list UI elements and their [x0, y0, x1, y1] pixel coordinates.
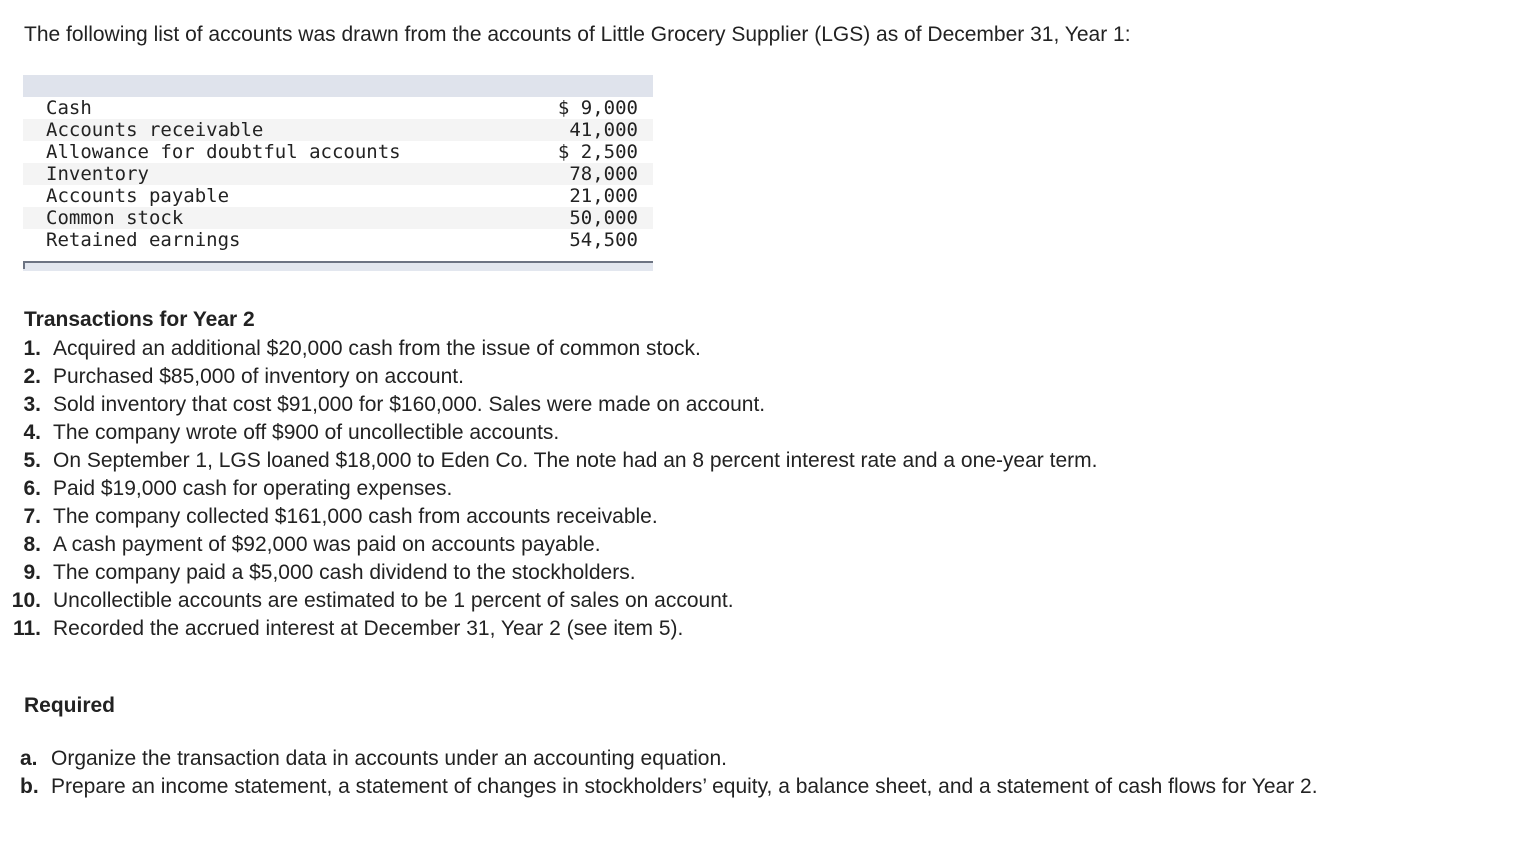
required-heading: Required — [24, 694, 116, 717]
item-number: 3. — [23, 393, 41, 416]
item-text: On September 1, LGS loaned $18,000 to Eden Co. The note had an 8 percent interest rate and a one-year term. — [53, 449, 1098, 472]
list-item — [0, 773, 1411, 801]
item-text: Acquired an additional $20,000 cash from the issue of common stock. — [53, 337, 701, 360]
table-row — [23, 185, 653, 207]
item-number: 10. — [11, 589, 41, 612]
item-text: A cash payment of $92,000 was paid on accounts payable. — [53, 533, 601, 556]
item-text: Recorded the accrued interest at December 31, Year 2 (see item 5). — [53, 617, 684, 640]
table-row — [23, 207, 653, 229]
item-text: The company wrote off $900 of uncollectible accounts. — [53, 421, 560, 444]
item-text: Prepare an income statement, a statement of changes in stockholders’ equity, a balance sheet, and a statement of cash flows for Year 2. — [51, 775, 1318, 798]
account-name: Retained earnings — [46, 229, 241, 251]
account-amount: 21,000 — [569, 185, 638, 207]
account-amount: 78,000 — [569, 163, 638, 185]
account-name: Common stock — [46, 207, 184, 229]
item-letter: b. — [20, 775, 39, 798]
account-amount: 41,000 — [569, 119, 638, 141]
account-amount: 50,000 — [569, 207, 638, 229]
table-header-bar — [23, 75, 653, 97]
table-row — [23, 163, 653, 185]
required-list — [0, 745, 1411, 801]
account-amount: $ 2,500 — [557, 141, 638, 163]
item-number: 8. — [23, 533, 41, 556]
item-text: Paid $19,000 cash for operating expenses. — [53, 477, 453, 500]
item-number: 1. — [23, 337, 41, 360]
table-row — [23, 119, 653, 141]
item-text: The company paid a $5,000 cash dividend to the stockholders. — [53, 561, 636, 584]
intro-text: The following list of accounts was drawn from the accounts of Little Grocery Supplier (LGS) as of December 31, Year 1: — [24, 23, 1131, 46]
account-name: Inventory — [46, 163, 149, 185]
table-row — [23, 141, 653, 163]
account-amount: 54,500 — [569, 229, 638, 251]
account-amount: $ 9,000 — [557, 97, 638, 119]
item-number: 9. — [23, 561, 41, 584]
account-name: Allowance for doubtful accounts — [46, 141, 401, 163]
item-number: 4. — [23, 421, 41, 444]
account-name: Cash — [46, 97, 92, 119]
item-number: 2. — [23, 365, 41, 388]
account-name: Accounts receivable — [46, 119, 264, 141]
item-text: Sold inventory that cost $91,000 for $160,000. Sales were made on account. — [53, 393, 766, 416]
item-text: The company collected $161,000 cash from accounts receivable. — [53, 505, 658, 528]
account-name: Accounts payable — [46, 185, 230, 207]
item-text: Purchased $85,000 of inventory on account. — [53, 365, 464, 388]
item-number: 5. — [23, 449, 41, 472]
item-letter: a. — [20, 747, 38, 770]
item-text: Organize the transaction data in accounts under an accounting equation. — [51, 747, 727, 770]
item-number: 6. — [23, 477, 41, 500]
accounts-table — [23, 75, 653, 271]
table-row — [23, 229, 653, 251]
item-number: 11. — [12, 617, 41, 640]
item-text: Uncollectible accounts are estimated to be 1 percent of sales on account. — [53, 589, 734, 612]
transactions-heading: Transactions for Year 2 — [24, 308, 255, 331]
list-item — [0, 745, 1411, 773]
item-number: 7. — [23, 505, 41, 528]
table-footer-rule — [23, 261, 653, 271]
table-footer-stub — [23, 261, 25, 269]
table-row — [23, 97, 653, 119]
